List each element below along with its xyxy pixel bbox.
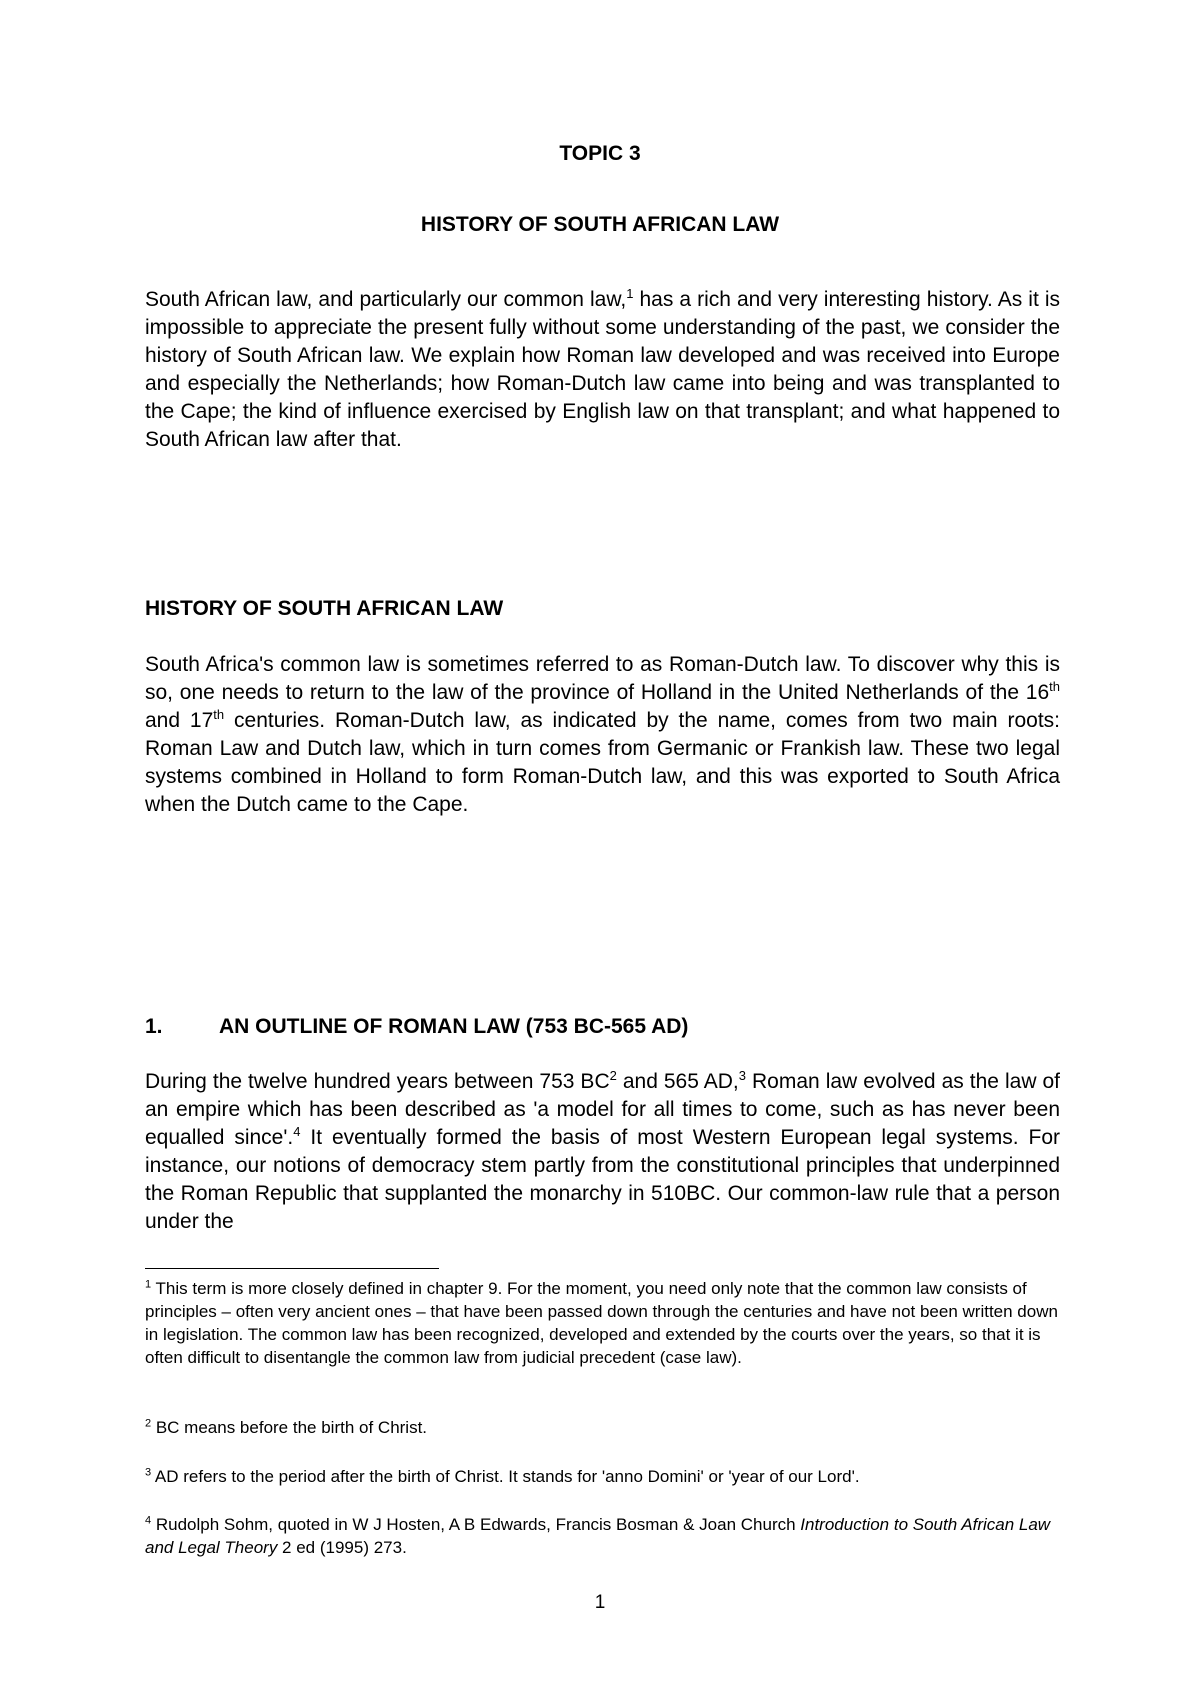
section-number: 1. — [145, 1015, 163, 1038]
roman-text-2: and 565 AD, — [616, 1070, 739, 1093]
history-text-2: and 17 — [145, 709, 214, 732]
section-heading-text: AN OUTLINE OF ROMAN LAW (753 BC-565 AD) — [219, 1015, 689, 1038]
footnote-ref-1[interactable]: 1 — [626, 286, 634, 301]
roman-text-4: It eventually formed the basis of most Western European legal systems. For instance, our notions of democracy stem partly from the constitutional principles that underpinned the Roman Republic that supplanted the monarchy in 510BC. Our common-law rule that a person under the — [145, 1126, 1060, 1233]
ordinal-sup-2: th — [213, 707, 225, 722]
footnote-4-book-title: Introduction to South African Law and Legal Theory — [145, 1515, 1051, 1557]
section-heading-roman-law — [145, 1015, 688, 1039]
footnote-3-text: AD refers to the period after the birth of Christ. It stands for 'anno Domini' or 'year of our Lord'. — [151, 1467, 860, 1486]
roman-text-3: Roman law evolved as the law of an empire which has been described as 'a model for all times to come, such as has never been equalled since'. — [145, 1070, 1060, 1149]
footnote-4-text-2: 2 ed (1995) 273. — [277, 1538, 407, 1557]
footnote-2-text: BC means before the birth of Christ. — [151, 1418, 428, 1437]
intro-text-2: has a rich and very interesting history. As it is impossible to appreciate the present fully without some understanding of the past, we consider the history of South African law. We explain how Roman law developed and was received into Europe and especially the Netherlands; how Roman-Dutch law came into being and was transplanted to the Cape; the kind of influence exercised by English law on that transplant; and what happened to South African law after that. — [145, 288, 1060, 451]
footnote-1-text: This term is more closely defined in chapter 9. For the moment, you need only note that the common law consists of principles – often very ancient ones – that have been passed down through the centuries and have not been written down in legislation. The common law has been recognized, developed and extended by the courts over the years, so that it is often difficult to disentangle the common law from judicial precedent (case law). — [145, 1279, 1058, 1367]
footnote-3 — [145, 1465, 1060, 1488]
footnote-ref-4[interactable]: 4 — [293, 1124, 301, 1139]
footnote-1 — [145, 1277, 1060, 1369]
page-number: 1 — [594, 1592, 606, 1613]
footnote-2 — [145, 1416, 1060, 1439]
section-heading-history: HISTORY OF SOUTH AFRICAN LAW — [145, 597, 504, 620]
intro-text-1: South African law, and particularly our common law, — [145, 288, 627, 311]
page-title: HISTORY OF SOUTH AFRICAN LAW — [420, 213, 780, 236]
roman-text-1: During the twelve hundred years between 753 BC — [145, 1070, 610, 1093]
footnote-4-text-1: Rudolph Sohm, quoted in W J Hosten, A B Edwards, Francis Bosman & Joan Church — [151, 1515, 801, 1534]
footnote-ref-2[interactable]: 2 — [609, 1068, 617, 1083]
footnote-4 — [145, 1513, 1060, 1559]
intro-paragraph — [145, 286, 1060, 454]
history-text-3: centuries. Roman-Dutch law, as indicated by the name, comes from two main roots: Roman Law and Dutch law, which in turn comes from Germanic or Frankish law. These two legal systems combined in Holland to form Roman-Dutch law, and this was exported to South Africa when the Dutch came to the Cape. — [145, 709, 1060, 816]
footnote-ref-3[interactable]: 3 — [738, 1068, 747, 1083]
roman-law-paragraph — [145, 1068, 1060, 1236]
footnote-2-number: 2 — [145, 1417, 152, 1430]
footnote-3-number: 3 — [145, 1466, 152, 1479]
footnote-4-number: 4 — [145, 1514, 152, 1527]
history-paragraph — [145, 651, 1060, 819]
footnote-1-number: 1 — [145, 1278, 152, 1291]
history-text-1: South Africa's common law is sometimes referred to as Roman-Dutch law. To discover why this is so, one needs to return to the law of the province of Holland in the United Netherlands of the 16 — [145, 653, 1060, 704]
topic-label: TOPIC 3 — [559, 142, 641, 165]
footnote-separator — [145, 1268, 439, 1269]
ordinal-sup-1: th — [1049, 679, 1060, 694]
